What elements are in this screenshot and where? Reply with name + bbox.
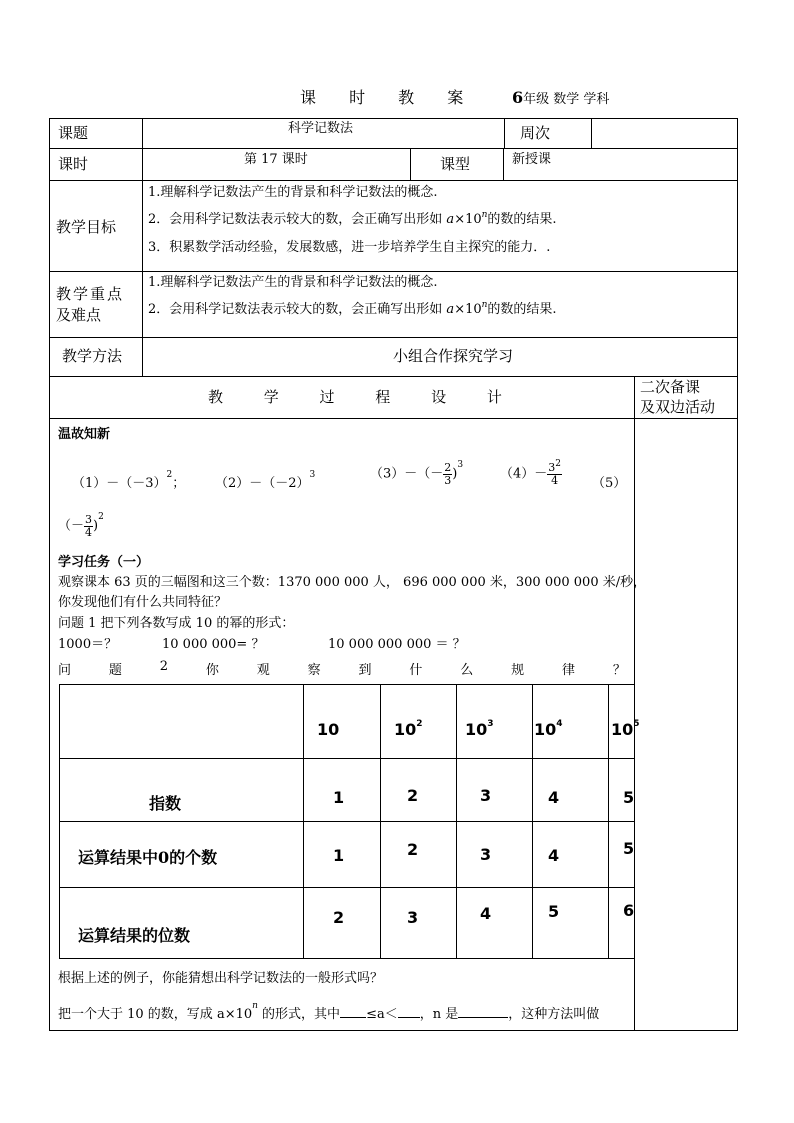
exercise-5: （－ $\frac{3}{4}$ )$^2$: [58, 512, 104, 539]
period-label: 课时: [58, 155, 89, 173]
exercise-2: $(2)-(-2)^3$: [215, 470, 316, 491]
table-cell: 4: [548, 788, 560, 807]
goal-item-1: 1.理解科学记数法产生的背景和科学记数法的概念.: [148, 185, 438, 200]
grade-subject: 6年级 数学 学科: [512, 88, 610, 107]
row-label-digit-count: 运算结果的位数: [78, 926, 191, 945]
powers-table: [59, 684, 640, 959]
table-cell: 1: [333, 788, 345, 807]
power-header-2: $10^2$: [394, 719, 423, 739]
exercise-1: $(1)-(-3)^2$；: [72, 470, 186, 491]
table-right-border: [737, 118, 738, 1030]
topic-value: 科学记数法: [288, 121, 354, 136]
question-1-b: 10 000 000= ？: [162, 637, 265, 652]
table-cell: 5: [623, 788, 635, 807]
exercise-4: （4）－ $\frac{3^2}{4}$: [500, 459, 562, 487]
table-cell: 5: [623, 839, 635, 858]
table-cell: 4: [480, 904, 492, 923]
task-line-1: 观察课本 63 页的三幅图和这三个数：1370 000 000 人， 696 000 000 米，300 000 000 米/秒，: [58, 575, 647, 590]
task-line-2: 你发现他们有什么共同特征？: [58, 595, 228, 610]
question-1-a: 1000＝？: [58, 637, 118, 652]
process-title: 教 学 过 程 设 计: [208, 388, 520, 406]
key-point-item-2: 2．会用科学记数法表示较大的数，会正确写出形如 $a\times 10^n$的数的结果.: [148, 300, 557, 317]
row-label-zero-count: 运算结果中0的个数: [78, 848, 218, 867]
question-1: 问题 1 把下列各数写成 10 的幂的形式：: [58, 616, 295, 631]
exercise-5-label: （5）: [592, 476, 627, 491]
page-title: 课 时 教 案: [300, 88, 478, 107]
question-2: 问 题 2 你 观 察 到 什 么 规 律 ？: [58, 659, 626, 678]
table-cell: 6: [623, 901, 635, 920]
power-header-5: $10^5$: [611, 719, 640, 739]
key-points-label-1: 教学重点: [56, 285, 125, 303]
exercise-3: （3）－（－ $\frac{2}{3}$ )$^3$: [370, 460, 464, 487]
table-cell: 2: [407, 840, 419, 859]
table-cell: 3: [480, 786, 492, 805]
key-point-item-1: 1.理解科学记数法产生的背景和科学记数法的概念.: [148, 275, 438, 290]
goal-item-3: 3．积累数学活动经验，发展数感，进一步培养学生自主探究的能力．.: [148, 240, 551, 255]
table-cell: 2: [407, 786, 419, 805]
power-header-4: $10^4$: [534, 719, 563, 739]
side-column-title-2: 及双边活动: [640, 398, 716, 416]
task-heading: 学习任务（一）: [58, 555, 150, 570]
review-heading: 温故知新: [58, 427, 111, 442]
week-label: 周次: [520, 124, 551, 142]
table-cell: 5: [548, 902, 560, 921]
goal-item-2: 2．会用科学记数法表示较大的数，会正确写出形如 $a\times 10^n$的数的结果.: [148, 210, 557, 227]
power-header-3: $10^3$: [465, 719, 494, 739]
table-cell: 3: [407, 908, 419, 927]
type-label: 课型: [440, 155, 471, 173]
closing-question: 根据上述的例子，你能猜想出科学记数法的一般形式吗？: [58, 971, 384, 986]
period-value: 第 17 课时: [244, 152, 308, 167]
method-value: 小组合作探究学习: [393, 347, 514, 365]
definition-line: 把一个大于 10 的数，写成 $a\times 10^n$ 的形式，其中 ≤a＜ ，n 是 ，这种方法叫做: [58, 1001, 600, 1022]
key-points-label-2: 及难点: [56, 306, 102, 324]
type-value: 新授课: [512, 152, 552, 167]
row-label-exponent: 指数: [149, 794, 182, 813]
table-left-border: [49, 118, 50, 1030]
side-column-title-1: 二次备课: [640, 378, 701, 396]
question-1-c: 10 000 000 000 ＝ ？: [328, 637, 466, 652]
table-cell: 1: [333, 846, 345, 865]
table-cell: 2: [333, 908, 345, 927]
table-cell: 3: [480, 845, 492, 864]
goals-label: 教学目标: [56, 218, 117, 236]
table-cell: 4: [548, 846, 560, 865]
power-header-1: 10: [317, 720, 340, 739]
method-label: 教学方法: [62, 347, 123, 365]
topic-label: 课题: [58, 124, 89, 142]
